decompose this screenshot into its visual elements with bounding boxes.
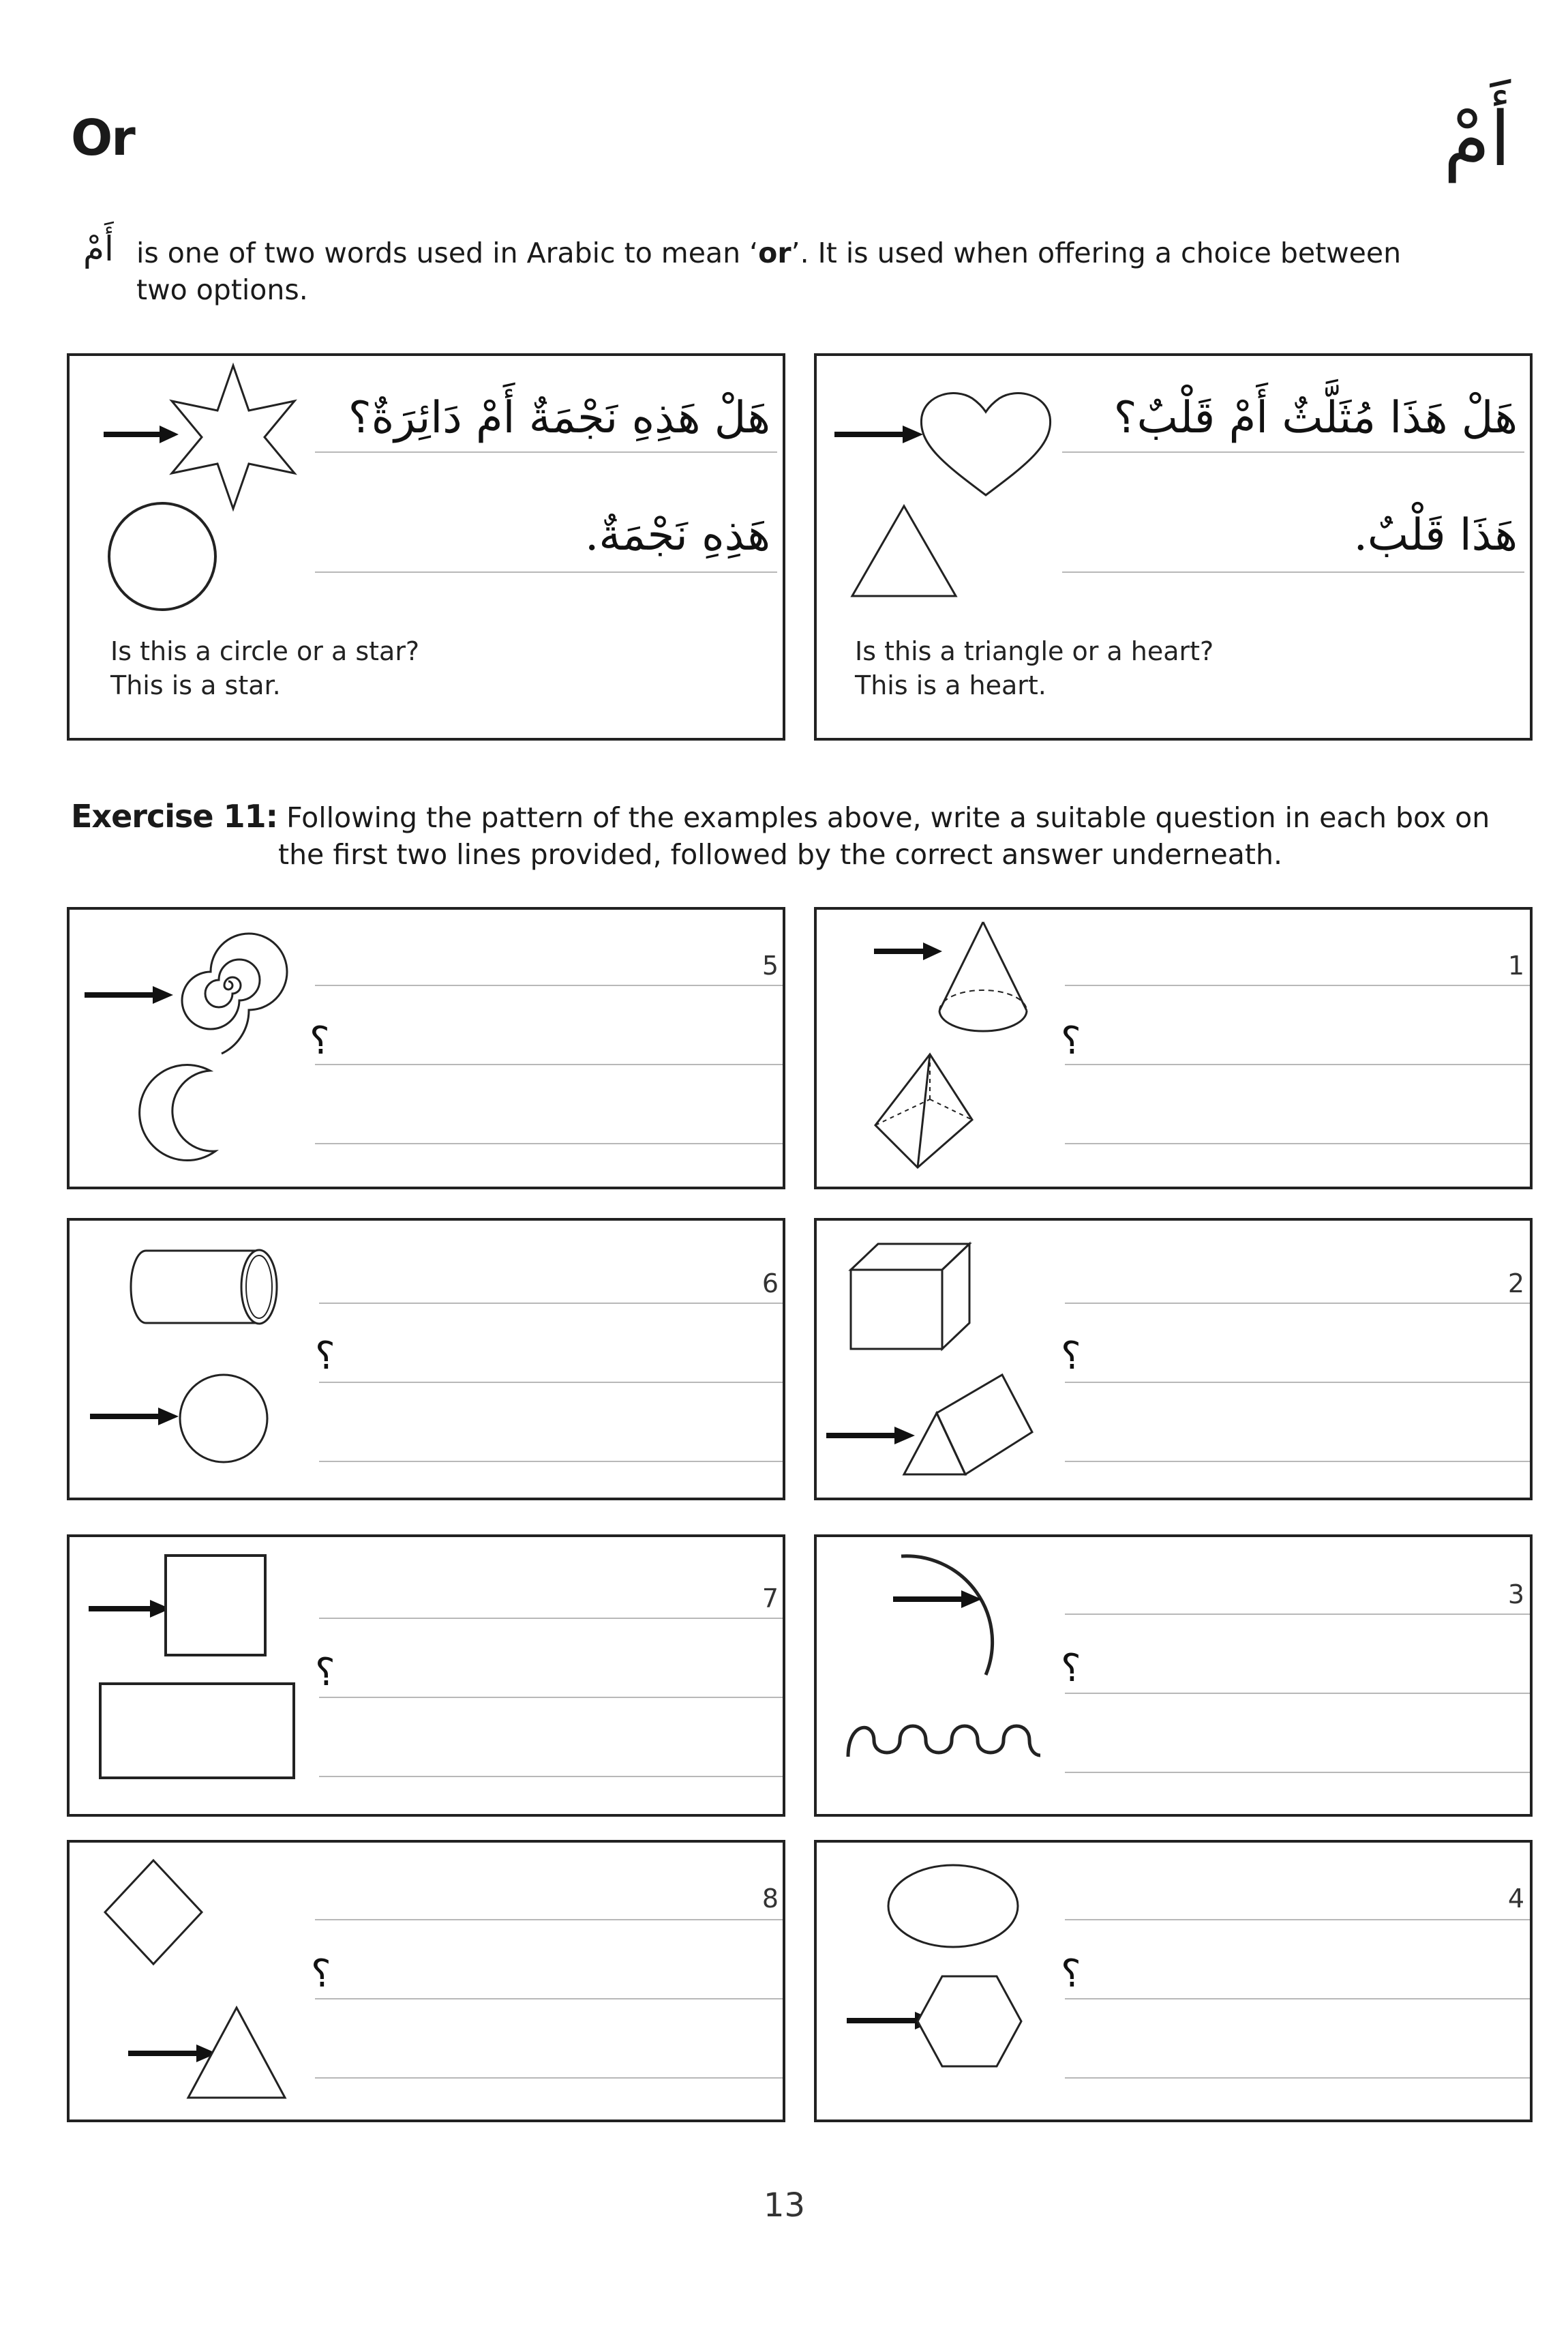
- exercise-box-5: [67, 907, 785, 1189]
- writing-line: [315, 571, 777, 573]
- square-icon: [164, 1553, 267, 1657]
- intro-text-before: is one of two words used in Arabic to mean ‘: [136, 237, 759, 269]
- exercise-box-8: [67, 1840, 785, 2122]
- triangle-icon: [185, 2005, 288, 2100]
- exercise-number: 3: [1507, 1579, 1524, 1609]
- curve-arc-icon: [897, 1552, 993, 1682]
- triangle-icon: [849, 503, 959, 599]
- writing-line[interactable]: [1065, 1382, 1530, 1383]
- intro-arabic-word: أَمْ: [83, 229, 114, 269]
- writing-line[interactable]: [315, 985, 783, 986]
- pyramid-icon: [873, 1052, 975, 1174]
- exercise-box-4: [814, 1840, 1533, 2122]
- question-mark: ؟: [1061, 1334, 1081, 1378]
- writing-line[interactable]: [319, 1618, 783, 1619]
- exercise-number: 5: [762, 951, 779, 981]
- page-title-arabic: أَمْ: [1443, 95, 1511, 183]
- writing-line[interactable]: [315, 1919, 783, 1920]
- cube-icon: [848, 1240, 978, 1356]
- writing-line[interactable]: [315, 1064, 783, 1065]
- writing-line[interactable]: [1065, 2077, 1530, 2079]
- writing-line[interactable]: [319, 1303, 783, 1304]
- page-number: 13: [764, 2186, 806, 2225]
- circle-icon: [177, 1372, 270, 1465]
- writing-line: [1062, 451, 1524, 453]
- intro-text-line2: two options.: [136, 273, 308, 306]
- writing-line[interactable]: [315, 1998, 783, 1999]
- heart-icon: [918, 386, 1054, 502]
- example-question-arabic: هَلْ هَذَا مُثَلَّثٌ أَمْ قَلْبٌ؟: [1113, 393, 1518, 443]
- cone-icon: [935, 919, 1031, 1042]
- writing-line[interactable]: [1065, 1772, 1530, 1773]
- writing-line[interactable]: [1065, 1064, 1530, 1065]
- star-icon: [172, 366, 295, 509]
- intro-bold-word: or: [758, 237, 791, 269]
- circle-icon: [106, 501, 218, 612]
- arrow-icon: [834, 424, 923, 445]
- exercise-box-2: [814, 1218, 1533, 1500]
- hexagon-icon: [915, 1974, 1024, 2069]
- question-mark: ؟: [1061, 1646, 1081, 1691]
- exercise-box-1: [814, 907, 1533, 1189]
- cylinder-icon: [125, 1244, 282, 1333]
- arrow-icon: [104, 424, 179, 445]
- crescent-icon: [135, 1062, 230, 1165]
- intro-paragraph: [83, 229, 1434, 308]
- arrow-icon: [893, 1589, 982, 1609]
- spiral-icon: [164, 921, 293, 1050]
- example-question-english: Is this a circle or a star?: [110, 636, 420, 666]
- writing-line[interactable]: [1065, 1919, 1530, 1920]
- example-box-star: [67, 353, 785, 741]
- question-mark: ؟: [310, 1019, 330, 1063]
- exercise-box-6: [67, 1218, 785, 1500]
- writing-line[interactable]: [1065, 1693, 1530, 1694]
- example-answer-arabic: هَذِهِ نَجْمَةٌ.: [585, 510, 770, 561]
- exercise-instruction-line2: the first two lines provided, followed by the correct answer underneath.: [278, 838, 1282, 871]
- exercise-label: Exercise 11:: [71, 798, 278, 835]
- intro-text-after: ’. It is used when offering a choice between: [791, 237, 1402, 269]
- triangular-prism-icon: [900, 1372, 1036, 1481]
- question-mark: ؟: [315, 1650, 335, 1695]
- exercise-heading: [71, 798, 1503, 873]
- example-answer-english: This is a star.: [110, 670, 281, 700]
- exercise-number: 7: [762, 1583, 779, 1613]
- example-question-arabic: هَلْ هَذِهِ نَجْمَةٌ أَمْ دَائِرَةٌ؟: [348, 393, 770, 443]
- writing-line[interactable]: [1065, 1303, 1530, 1304]
- writing-line[interactable]: [1065, 1143, 1530, 1144]
- exercise-instruction-line1: Following the pattern of the examples above, write a suitable question in each box on: [286, 801, 1490, 834]
- example-question-english: Is this a triangle or a heart?: [855, 636, 1214, 666]
- wavy-line-icon: [845, 1717, 1043, 1765]
- example-box-heart: [814, 353, 1533, 741]
- exercise-number: 4: [1507, 1884, 1524, 1914]
- writing-line[interactable]: [1065, 985, 1530, 986]
- page-title: Or: [71, 109, 134, 166]
- arrow-icon: [89, 1598, 170, 1619]
- question-mark: ؟: [315, 1334, 335, 1378]
- exercise-number: 6: [762, 1268, 779, 1298]
- writing-line[interactable]: [1065, 1998, 1530, 1999]
- writing-line[interactable]: [1065, 1613, 1530, 1615]
- exercise-box-7: [67, 1534, 785, 1817]
- oval-icon: [885, 1862, 1021, 1950]
- writing-line[interactable]: [319, 1697, 783, 1698]
- writing-line[interactable]: [1065, 1461, 1530, 1462]
- arrow-icon: [85, 985, 173, 1005]
- question-mark: ؟: [1061, 1019, 1081, 1063]
- writing-line[interactable]: [315, 1143, 783, 1144]
- writing-line: [1062, 571, 1524, 573]
- writing-line[interactable]: [319, 1461, 783, 1462]
- exercise-number: 8: [762, 1884, 779, 1914]
- exercise-number: 2: [1507, 1268, 1524, 1298]
- rectangle-icon: [98, 1682, 296, 1780]
- writing-line[interactable]: [315, 2077, 783, 2079]
- writing-line[interactable]: [319, 1382, 783, 1383]
- writing-line[interactable]: [319, 1776, 783, 1777]
- exercise-number: 1: [1507, 951, 1524, 981]
- exercise-box-3: [814, 1534, 1533, 1817]
- example-answer-arabic: هَذَا قَلْبٌ.: [1353, 510, 1518, 561]
- question-mark: ؟: [1061, 1952, 1081, 1996]
- arrow-icon: [90, 1406, 179, 1427]
- writing-line: [315, 451, 777, 453]
- arrow-icon: [874, 941, 942, 962]
- diamond-icon: [102, 1858, 205, 1967]
- example-answer-english: This is a heart.: [855, 670, 1046, 700]
- question-mark: ؟: [311, 1952, 331, 1996]
